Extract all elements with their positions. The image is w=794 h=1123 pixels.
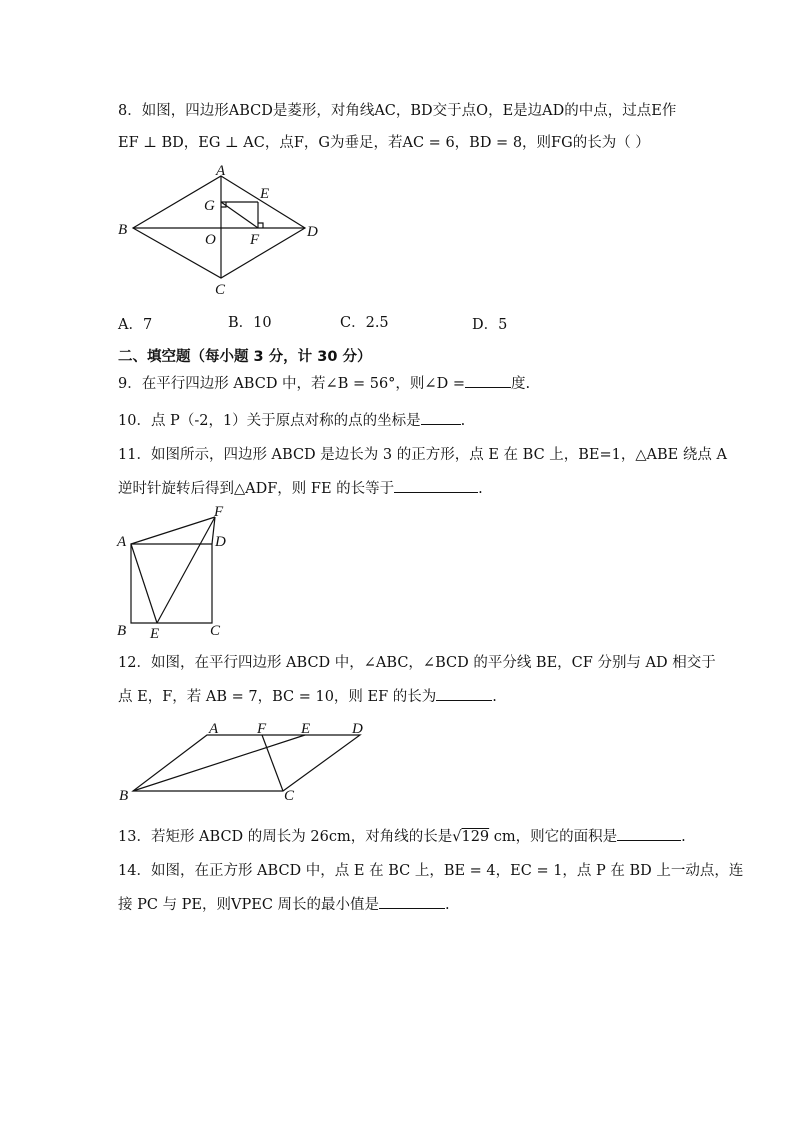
section-heading-fill-in: 二、填空题（每小题 3 分，计 30 分） xyxy=(118,349,372,365)
label-e: E xyxy=(260,186,270,202)
q9-answer-blank[interactable] xyxy=(465,375,511,388)
label-b: B xyxy=(117,623,127,639)
q8-option-d[interactable]: D．5 xyxy=(472,317,508,333)
q13-prefix: 13．若矩形 ABCD 的周长为 26cm，对角线的长是 xyxy=(118,829,453,845)
q11-text-line1: 11．如图所示，四边形 ABCD 是边长为 3 的正方形，点 E 在 BC 上，BE=1，△ABE 绕点 A xyxy=(118,447,727,463)
q11-square-figure xyxy=(110,500,240,645)
q14-answer-blank[interactable] xyxy=(379,896,445,909)
sqrt-sign: √ xyxy=(452,829,462,845)
q10-suffix: . xyxy=(460,413,466,429)
q12-prefix: 点 E，F，若 AB = 7，BC = 10，则 EF 的长为 xyxy=(118,689,437,705)
q11-answer-blank[interactable] xyxy=(394,480,478,493)
q14-suffix: . xyxy=(445,897,450,913)
q8-option-c[interactable]: C．2.5 xyxy=(340,315,389,331)
label-c: C xyxy=(284,788,295,804)
label-f: F xyxy=(257,721,267,737)
label-e: E xyxy=(150,626,160,642)
label-b: B xyxy=(119,788,129,804)
q12-text-line2 xyxy=(118,688,497,705)
label-a: A xyxy=(216,163,226,179)
label-o: O xyxy=(205,232,216,248)
label-d: D xyxy=(352,721,363,737)
label-d: D xyxy=(307,224,318,240)
q12-parallelogram-figure xyxy=(110,715,380,807)
parallelogram-abcd xyxy=(133,735,360,791)
q11-suffix: . xyxy=(478,481,483,497)
q12-answer-blank[interactable] xyxy=(436,688,492,701)
q9-text xyxy=(118,375,530,392)
q11-text-line2 xyxy=(118,480,483,497)
label-e: E xyxy=(301,721,311,737)
label-a: A xyxy=(209,721,219,737)
label-c: C xyxy=(210,623,221,639)
right-angle-mark-f xyxy=(258,223,263,228)
q8-text-line1: 8．如图，四边形ABCD是菱形，对角线AC，BD交于点O，E是边AD的中点，过点E作 xyxy=(118,103,677,119)
label-g: G xyxy=(204,198,215,214)
q12-text-line1: 12．如图，在平行四边形 ABCD 中，∠ABC，∠BCD 的平分线 BE，CF 分别与 AD 相交于 xyxy=(118,655,716,671)
q13-text xyxy=(118,828,686,845)
q11-prefix: 逆时针旋转后得到△ADF，则 FE 的长等于 xyxy=(118,481,395,497)
square-abcd xyxy=(131,544,212,623)
q12-suffix: . xyxy=(492,689,497,705)
rhombus-outline xyxy=(133,176,305,278)
q8-rhombus-figure xyxy=(110,158,340,303)
q14-text-line2 xyxy=(118,896,450,913)
label-d: D xyxy=(215,534,226,550)
q9-suffix: 度. xyxy=(510,376,531,392)
q13-unit: cm，则它的面积是 xyxy=(489,829,618,845)
q8-text-line2: EF ⊥ BD，EG ⊥ AC，点F，G为垂足，若AC = 6，BD = 8，则FG的长为（ ） xyxy=(118,135,650,151)
bisector-be xyxy=(133,735,305,791)
q13-suffix: . xyxy=(681,829,686,845)
label-b: B xyxy=(118,222,128,238)
q10-text xyxy=(118,412,465,429)
q8-option-b[interactable]: B．10 xyxy=(228,315,272,331)
q8-option-a[interactable]: A．7 xyxy=(118,317,153,333)
segment-ae xyxy=(131,544,157,623)
label-f: F xyxy=(250,232,260,248)
q14-prefix: 接 PC 与 PE，则VPEC 周长的最小值是 xyxy=(118,897,380,913)
label-f: F xyxy=(214,504,224,520)
label-a: A xyxy=(117,534,127,550)
label-c: C xyxy=(215,282,226,298)
q13-answer-blank[interactable] xyxy=(617,828,681,841)
q14-text-line1: 14．如图，在正方形 ABCD 中，点 E 在 BC 上，BE = 4，EC = 1，点 P 在 BD 上一动点，连 xyxy=(118,863,744,879)
q9-prefix: 9．在平行四边形 ABCD 中，若∠B = 56°，则∠D = xyxy=(118,376,465,392)
q13-sqrt-value: 129 xyxy=(461,829,490,845)
q10-prefix: 10．点 P（-2，1）关于原点对称的点的坐标是 xyxy=(118,413,421,429)
q10-answer-blank[interactable] xyxy=(421,412,461,425)
